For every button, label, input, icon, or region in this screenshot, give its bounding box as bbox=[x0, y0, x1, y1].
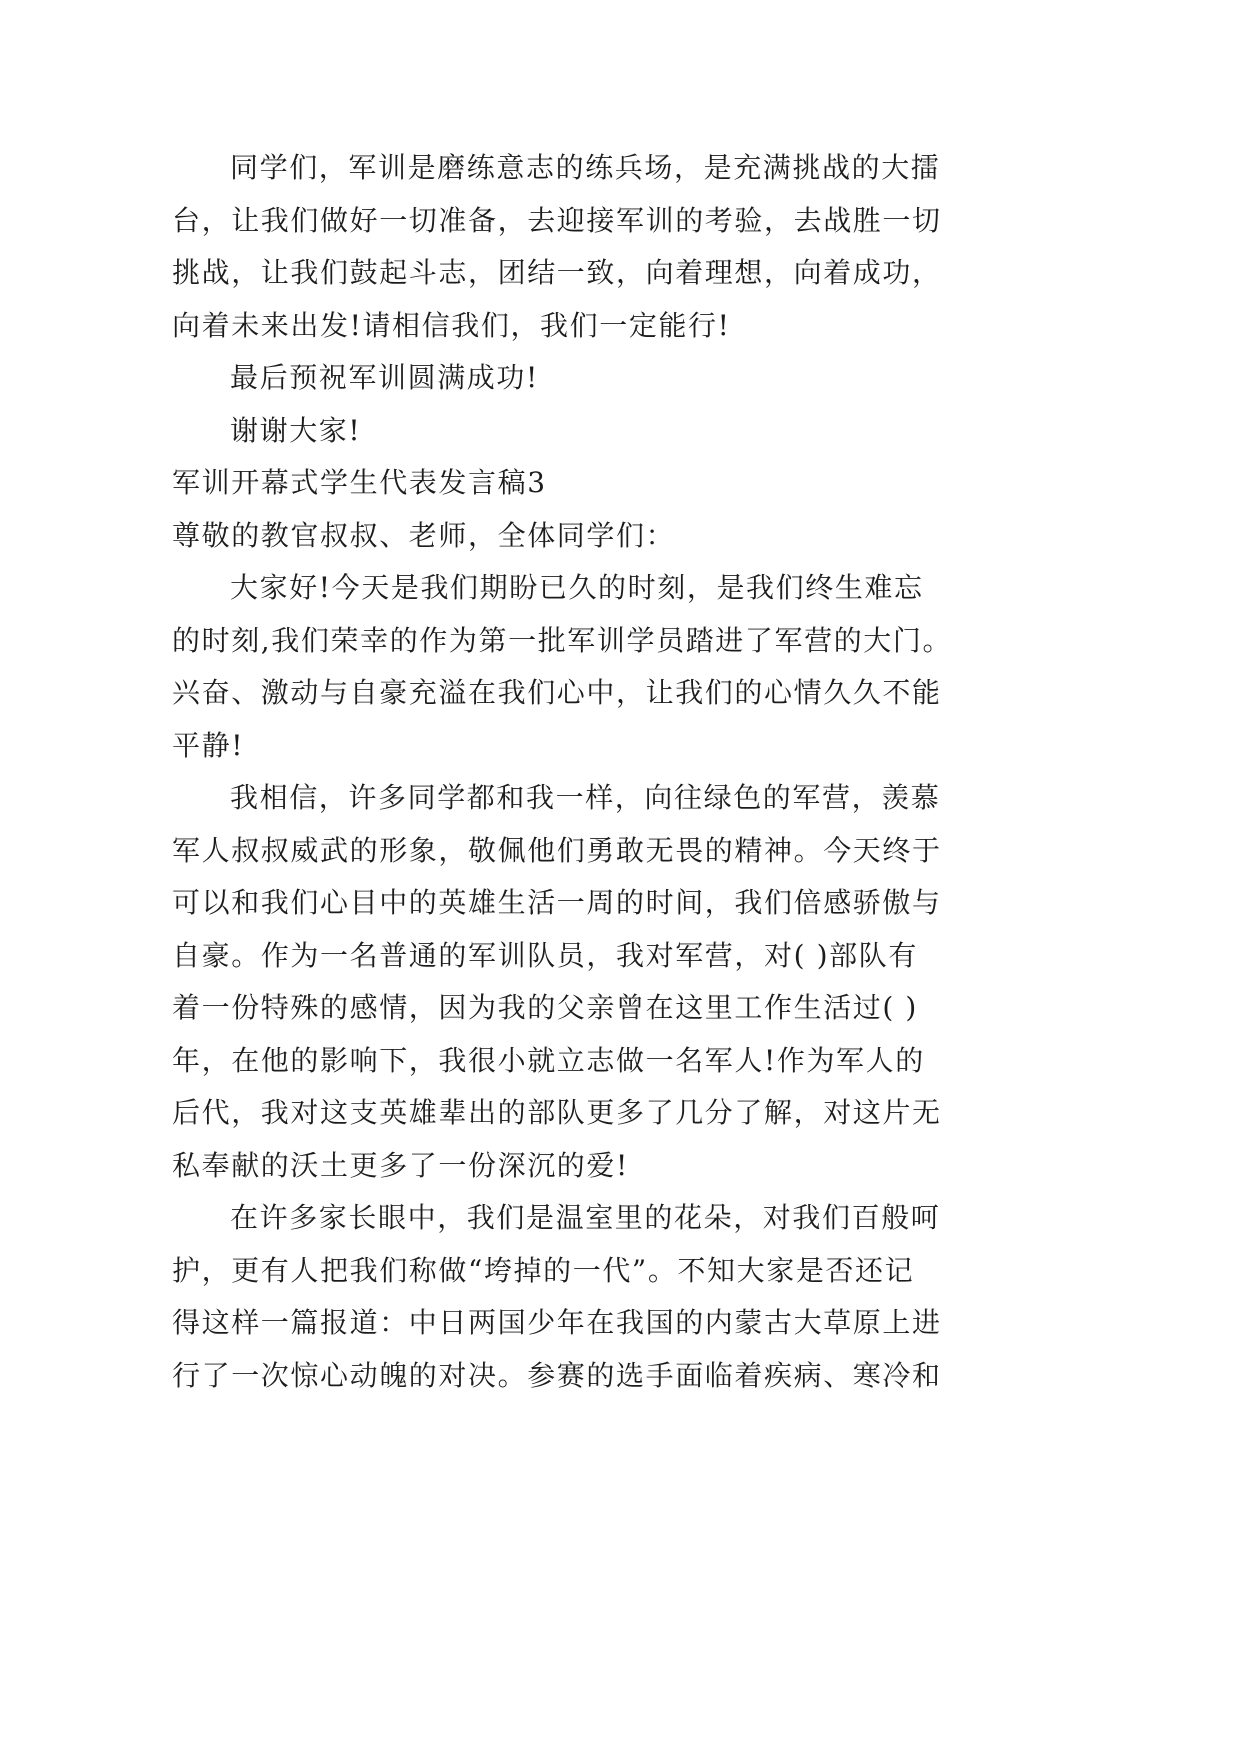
paragraph bbox=[172, 562, 1241, 772]
text-line: 在许多家长眼中，我们是温室里的花朵，对我们百般呵 bbox=[230, 1201, 941, 1234]
text-line: 我相信，许多同学都和我一样，向往绿色的军营，羡慕 bbox=[230, 781, 941, 814]
text-line: 后代，我对这支英雄辈出的部队更多了几分了解，对这片无 bbox=[172, 1096, 942, 1129]
paragraph bbox=[172, 405, 1241, 458]
text-line: 行了一次惊心动魄的对决。参赛的选手面临着疾病、寒冷和 bbox=[172, 1358, 942, 1392]
salutation: 尊敬的教官叔叔、老师，全体同学们： bbox=[172, 518, 676, 552]
text-line: 得这样一篇报道：中日两国少年在我国的内蒙古大草原上进 bbox=[172, 1306, 942, 1339]
text-line: 可以和我们心目中的英雄生活一周的时间，我们倍感骄傲与 bbox=[172, 886, 942, 919]
text-line: 的时刻,我们荣幸的作为第一批军训学员踏进了军营的大门。 bbox=[172, 623, 953, 657]
text-line: 最后预祝军训圆满成功! bbox=[230, 361, 539, 394]
text-line: 挑战，让我们鼓起斗志，团结一致，向着理想，向着成功， bbox=[172, 256, 942, 289]
text-line: 军人叔叔威武的形象，敬佩他们勇敢无畏的精神。今天终于 bbox=[172, 833, 942, 867]
text-line: 平静! bbox=[172, 728, 245, 762]
paragraph bbox=[172, 1192, 1241, 1402]
text-line: 向着未来出发!请相信我们，我们一定能行! bbox=[172, 308, 731, 342]
text-line: 私奉献的沃土更多了一份深沉的爱! bbox=[172, 1148, 629, 1182]
text-line: 台，让我们做好一切准备，去迎接军训的考验，去战胜一切 bbox=[172, 203, 942, 237]
text-line: 同学们，军训是磨练意志的练兵场，是充满挑战的大擂 bbox=[230, 151, 941, 184]
text-line: 谢谢大家! bbox=[230, 413, 362, 447]
paragraph bbox=[172, 142, 1241, 352]
paragraph bbox=[172, 352, 1241, 405]
text-line: 兴奋、激动与自豪充溢在我们心中，让我们的心情久久不能 bbox=[172, 676, 942, 709]
text-line: 着一份特殊的感情，因为我的父亲曾在这里工作生活过( ) bbox=[172, 991, 918, 1024]
text-line: 护，更有人把我们称做“垮掉的一代”。不知大家是否还记 bbox=[172, 1253, 915, 1287]
section-heading: 军训开幕式学生代表发言稿3 bbox=[172, 466, 547, 499]
text-line: 自豪。作为一名普通的军训队员，我对军营，对( )部队有 bbox=[172, 938, 918, 972]
text-line: 大家好!今天是我们期盼已久的时刻，是我们终生难忘 bbox=[230, 571, 924, 604]
text-line: 年，在他的影响下，我很小就立志做一名军人!作为军人的 bbox=[172, 1043, 925, 1077]
paragraph bbox=[172, 772, 1241, 1192]
